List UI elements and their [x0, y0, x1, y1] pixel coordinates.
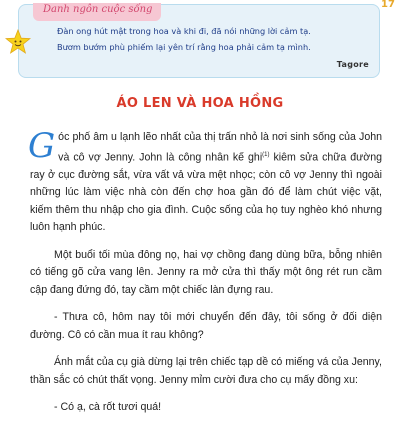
- quote-box: [18, 4, 380, 78]
- corner-decoration: 17: [381, 0, 395, 10]
- quote-section-label: Danh ngôn cuộc sống: [43, 4, 153, 15]
- story-title: ÁO LEN VÀ HOA HỒNG: [116, 96, 284, 111]
- paragraph-1-end: kiêm sửa chữa đường ray ở cục đường sắt, vừa vất vả vừa mệt nhọc; còn cô vợ Jenny thì ngoài những lúc làm việc nhà còn đến chợ hoa gần đó để làm chút việc vặt, kiếm thêm thu nhập cho gia đình. Cuộc sống của họ tuy nghèo khó nhưng luôn hạnh phúc.: [30, 151, 382, 234]
- story-body: [28, 126, 382, 427]
- quote-author: Tagore: [336, 60, 369, 69]
- drop-cap: G: [28, 126, 56, 166]
- quote-section-tab: [33, 3, 161, 21]
- paragraph-2: Một buổi tối mùa đông nọ, hai vợ chồng đang dùng bữa, bỗng nhiên có tiếng gõ cửa vang lên. Jenny ra mở cửa thì thấy một ông rét run cầm cập đang đứng đó, tay cầm một chiếc làn đựng rau.: [30, 248, 382, 296]
- footnote-marker: (1): [262, 151, 270, 158]
- paragraph-1-start: óc phố âm u lạnh lẽo nhất của thị trấn nhỏ là nơi sinh sống của John và cô vợ Jenny. John là công nhân kế ghi: [58, 131, 382, 164]
- star-icon: [5, 29, 31, 55]
- paragraph-5: - Có ạ, cà rốt tươi quá!: [54, 401, 162, 414]
- quote-line-1: Đàn ong hút mật trong hoa và khi đi, đã nói những lời cảm tạ.: [57, 26, 311, 36]
- paragraph-4: Ánh mắt của cụ già dừng lại trên chiếc tạp dề có miếng vá của Jenny, thần sắc có chút thất vọng. Jenny mỉm cười đưa cho cụ mấy đồng xu:: [30, 356, 382, 386]
- paragraph-1: [28, 126, 382, 237]
- quote-line-2: Bươm bướm phù phiếm lại yên trí rằng hoa phải cảm tạ mình.: [57, 42, 311, 52]
- paragraph-3: - Thưa cô, hôm nay tôi mới chuyển đến đây, tôi sống ở đối diện đường. Cô có cần mua ít rau không?: [30, 311, 382, 341]
